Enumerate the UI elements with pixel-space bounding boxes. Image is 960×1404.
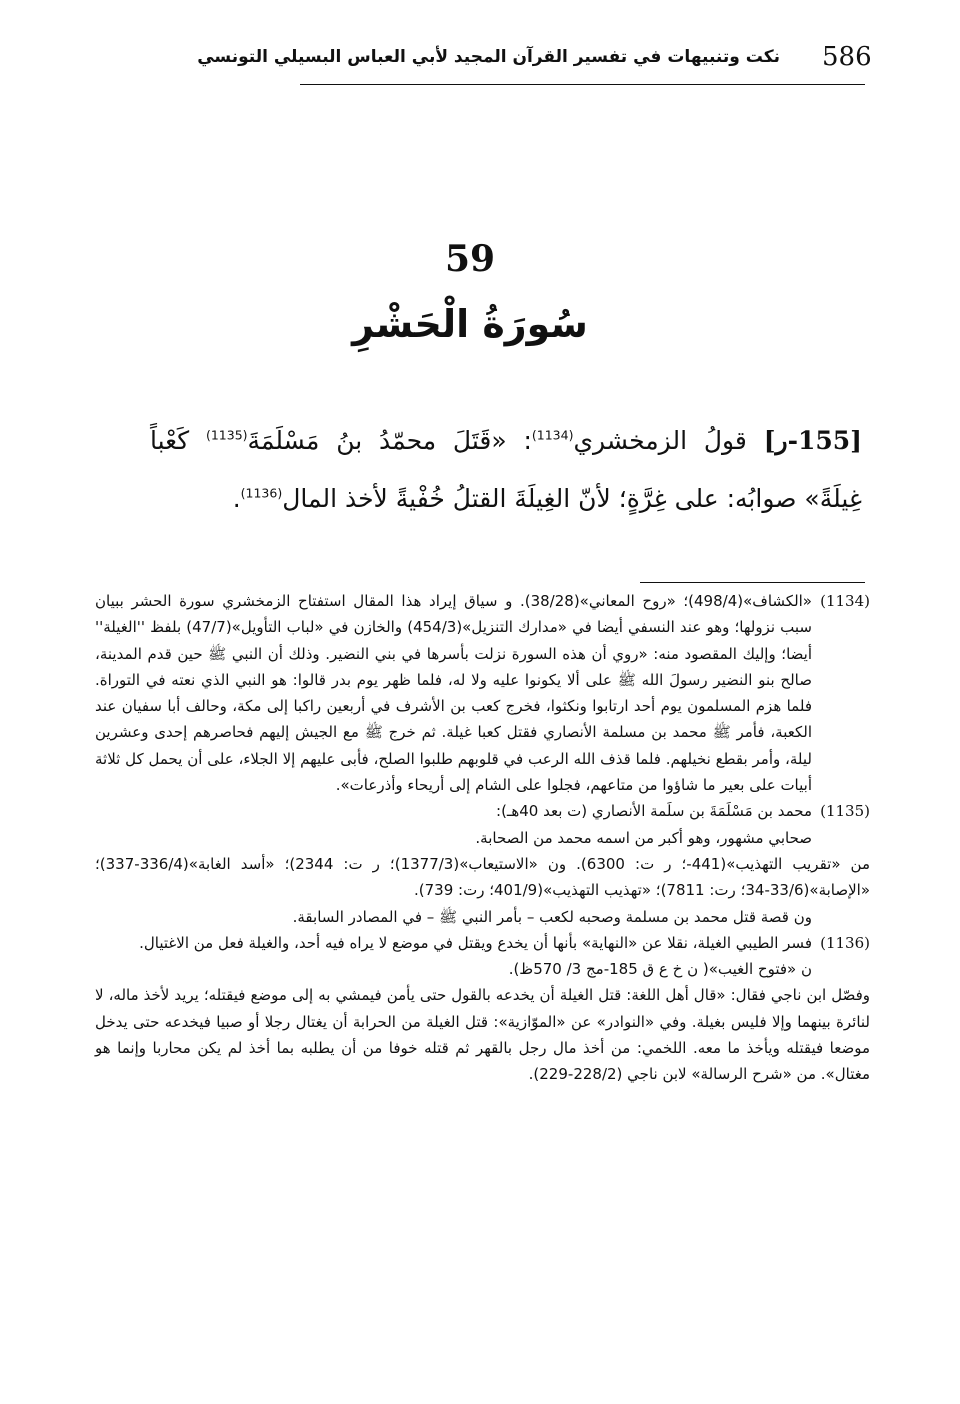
footnote-1135 [95, 798, 870, 929]
footnote-ref-1135[interactable]: (1135) [205, 427, 248, 443]
footnote-number: (1134) [820, 592, 870, 610]
entry-number: [155-ر] [763, 426, 863, 455]
footnote-line: صحابي مشهور، وهو أكبر من اسمه محمد من الصحابة. [475, 828, 812, 847]
footnote-line: ون قصة قتل محمد بن مسلمة وصحبه لكعب – بأمر النبي ﷺ – في المصادر السابقة. [292, 907, 812, 926]
main-paragraph [150, 412, 862, 528]
main-quote: : «قَتَلَ محمّدُ بنُ مَسْلَمَةَ [247, 426, 532, 455]
footnote-1134 [95, 588, 870, 798]
surah-title: سُورَةُ الْحَشْرِ [352, 302, 588, 346]
header-rule [300, 84, 865, 85]
footnote-1136 [95, 930, 870, 1088]
footnote-paragraph: وفصّل ابن ناجي فقال: «قال أهل اللغة: قتل الغيلة أن يخدعه بالقول حتى يأمن فيمشي به إلى موضع فيقتله؛ يريد لأخذ ماله، لا لنائرة بينهما وإلا فليس بغيلة. وفي «النوادر» عن «الموّازية»: قتل الغيلة من الحرابة أن يغتال رجلا أو صبيا فيخدعه حتى يدخل موضعا فيقتله ويأخذ ما معه. اللخمي: من أخذ مال رجل بالقهر ثم قتله خوفا من أن يطلبه بما أخذ لم يكن محاربا وإنما هو مغتال». من «شرح الرسالة» لابن ناجي (228/2-229). [95, 986, 870, 1084]
footnote-text: «الكشاف»(498/4)؛ «روح المعاني»(38/28). و سياق إيراد هذا المقال استفتاح الزمخشري سورة الحشر ببيان سبب نزولها؛ وهو عند النسفي أيضا في «مدارك التنزيل»(454/3) والخازن في «لباب التأويل»(47/7) بلفظ ''الغيلة'' أيضا؛ وإليك المقصود منه: «روي أن هذه السورة نزلت بأسرها في بني النضير. وذلك أن النبي ﷺ حين قدم المدينة، صالح بنو النضير رسولَ الله ﷺ على ألا يكونوا عليه ولا له، فلما ظهر يوم بدر قالوا: هو النبي الذي نعته في التوراة. فلما هزم المسلمون يوم أحد ارتابوا ونكثوا، فخرج كعب بن الأشرف في أربعين راكبا إلى مكة، وحالف أبا سفيان عند الكعبة، فأمر ﷺ محمد بن مسلمة الأنصاري فقتل كعبا غيلة. ثم خرج ﷺ مع الجيش إليهم فحاصرهم إحدى وعشرين ليلة، وأمر بقطع نخيلهم. فلما قذف الله الرعب في قلوبهم طلبوا الصلح، فأبى عليهم إلا الجلاء، على أن يحمل كل ثلاثة أبيات على بعير ما شاؤوا من متاعهم، فجلوا على الشام إلى أريحاء وأذرعات». [95, 592, 813, 795]
footnote-number: (1135) [820, 802, 870, 821]
footnote-ref-1136[interactable]: (1136) [240, 485, 283, 501]
main-quote-end: كَعْباً غِيلَةً» صوابُه: على غِرَّةٍ؛ لأنّ الغِيلَةَ القتلُ خُفْيةً لأخذ المال [150, 426, 862, 513]
footnote-text: فسر الطيبي الغيلة، نقلا عن «النهاية» بأنها أن يخدع ويقتل في موضع لا يراه فيه أحد، والغيلة فعل من الاغتيال. [139, 933, 812, 952]
footnote-heading: محمد بن مَسْلَمَةَ بن سلَمة الأنصاري (ت بعد 40هـ): [496, 802, 812, 821]
footnote-divider [640, 582, 865, 583]
footnote-ref-1134[interactable]: (1134) [531, 427, 574, 443]
footnote-number: (1136) [820, 933, 870, 952]
chapter-number: 59 [444, 238, 496, 280]
footnotes [95, 588, 870, 1088]
main-end: . [232, 484, 241, 513]
main-intro: قولُ الزمخشري [573, 426, 747, 455]
footnote-line: من «تقريب التهذيب»(441-؛ ر ت: 6300). ون «الاستيعاب»(1377/3)؛ ر ت: 2344)؛ «أسد الغابة»(336/4-337)؛ «الإصابة»(33/6-34؛ رت: 7811)؛ «تهذيب التهذيب»(401/9؛ رت: 739). [95, 854, 871, 900]
page-number: 586 [822, 42, 872, 72]
footnote-line: ن «فتوح الغيب»( ن خ ع ق 185-مج 3/ 570ظ). [508, 960, 812, 979]
running-title: نكت وتنبيهات في تفسير القرآن المجيد لأبي العباس البسيلي التونسي [197, 47, 780, 67]
